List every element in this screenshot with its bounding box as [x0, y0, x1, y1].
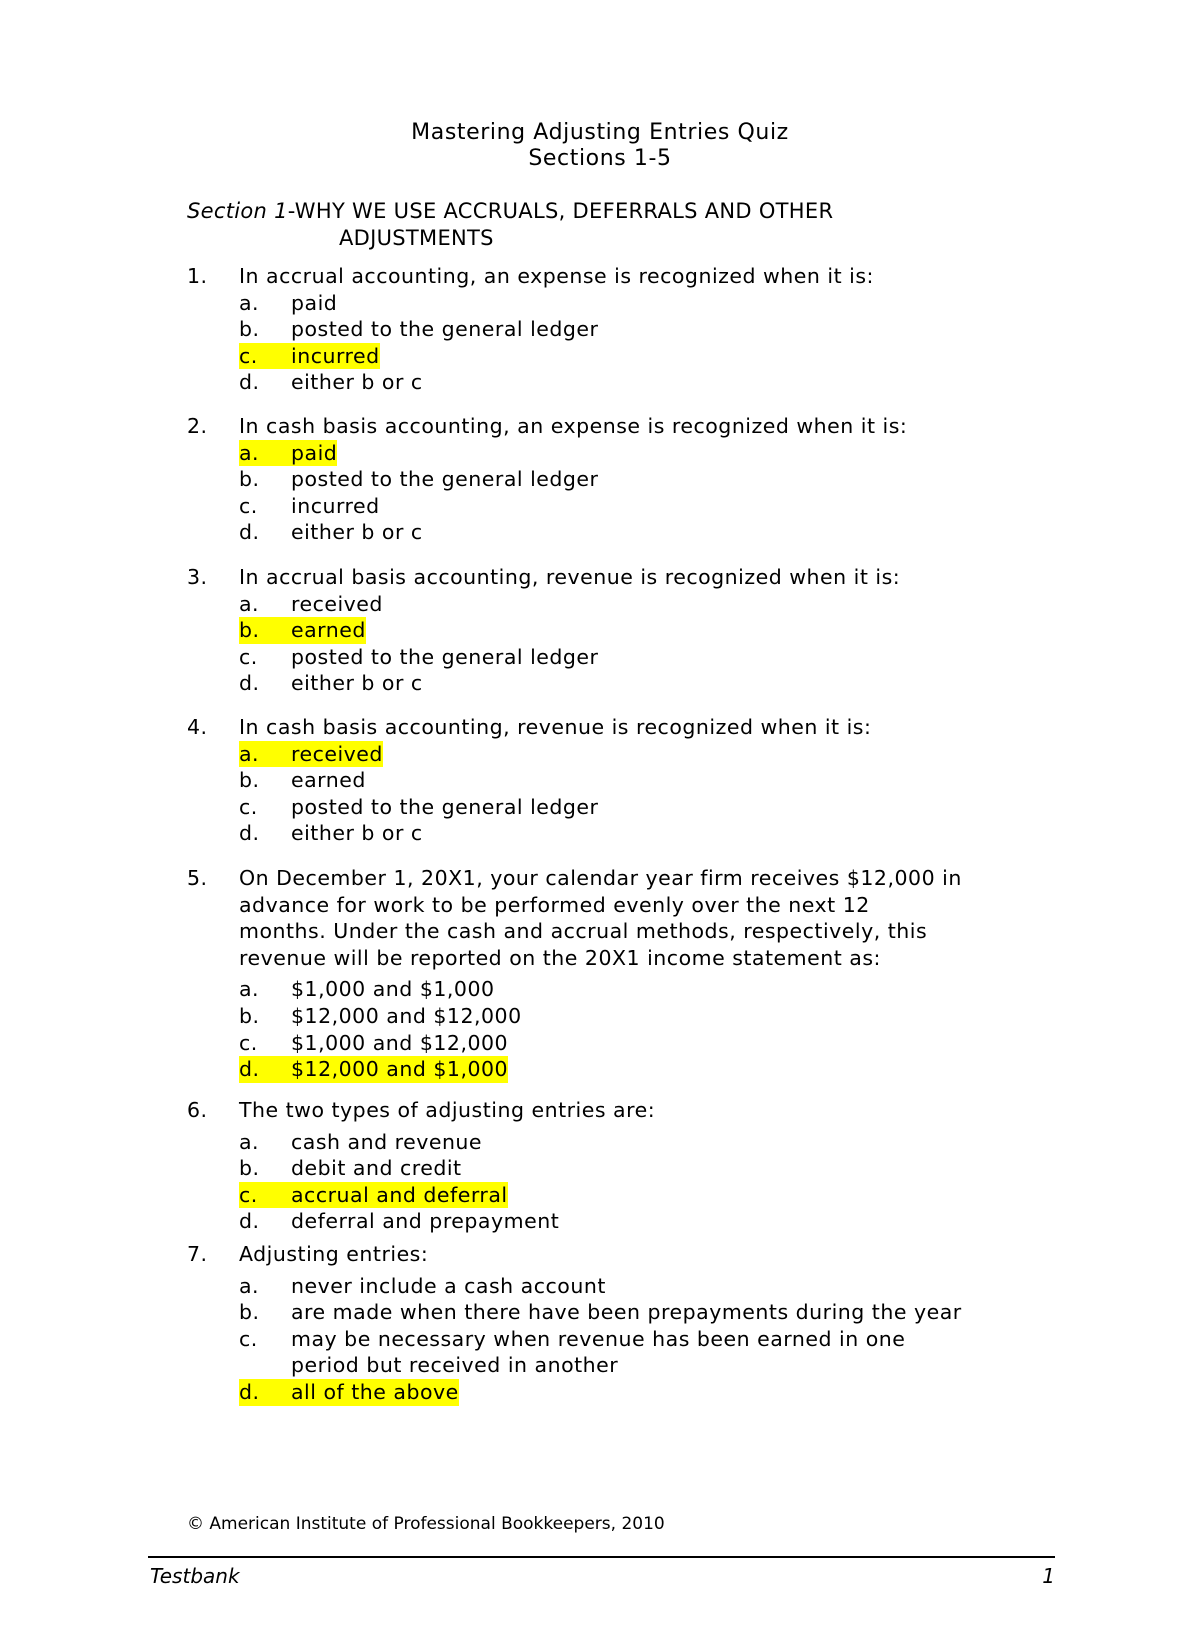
highlighted-answer: [239, 617, 366, 644]
answer-option: [187, 591, 1027, 618]
answer-option: [187, 1299, 1027, 1326]
section-heading: [187, 198, 1007, 252]
answer-option: [187, 1155, 1027, 1182]
answer-option: [187, 519, 1027, 546]
option-text: earned: [291, 768, 366, 793]
option-letter: c.: [239, 493, 258, 518]
question-number: 3.: [187, 565, 208, 589]
option-text: debit and credit: [291, 1156, 462, 1181]
question-5: [187, 865, 1027, 1083]
answer-option: [187, 1326, 1027, 1379]
answer-option-highlighted: [187, 741, 1027, 768]
option-text: deferral and prepayment: [291, 1209, 560, 1234]
answer-option-highlighted: [187, 440, 1027, 467]
question-text: In cash basis accounting, an expense is recognized when it is:: [239, 414, 908, 438]
option-text: paid: [291, 440, 338, 465]
option-letter: d.: [239, 1379, 260, 1404]
question-number: 4.: [187, 715, 208, 739]
question-text: In cash basis accounting, revenue is recognized when it is:: [239, 715, 872, 739]
answer-option: [187, 670, 1027, 697]
question-6: [187, 1097, 1027, 1235]
option-letter: b.: [239, 467, 260, 492]
option-text: either b or c: [291, 821, 423, 846]
answer-option-highlighted: [187, 1056, 1027, 1083]
option-text: cash and revenue: [291, 1129, 483, 1154]
highlighted-answer: [239, 1056, 508, 1083]
option-letter: a.: [239, 977, 260, 1002]
option-text: received: [291, 591, 383, 616]
question-7: [187, 1241, 1027, 1406]
answer-option: [187, 644, 1027, 671]
option-text: incurred: [291, 493, 380, 518]
question-text: In accrual accounting, an expense is recognized when it is:: [239, 264, 874, 288]
option-letter: b.: [239, 317, 260, 342]
answer-option: [187, 820, 1027, 847]
option-text: all of the above: [291, 1379, 459, 1404]
answer-option: [187, 1273, 1027, 1300]
option-text: incurred: [291, 343, 380, 368]
option-letter: d.: [239, 1057, 260, 1082]
option-letter: c.: [239, 644, 258, 669]
question-text: Adjusting entries:: [239, 1242, 429, 1266]
document-title: Mastering Adjusting Entries Quiz: [411, 120, 789, 145]
section-label: Section 1: [187, 199, 288, 223]
option-letter: d.: [239, 520, 260, 545]
question-text: In accrual basis accounting, revenue is recognized when it is:: [239, 565, 901, 589]
highlighted-answer: [239, 343, 380, 370]
option-text: may be necessary when revenue has been earned in one period but received in another: [291, 1326, 906, 1378]
option-letter: c.: [239, 1030, 258, 1055]
question-number: 5.: [187, 866, 208, 890]
option-letter: b.: [239, 1003, 260, 1028]
answer-option: [187, 1003, 1027, 1030]
option-text: earned: [291, 618, 366, 643]
option-text: posted to the general ledger: [291, 467, 599, 492]
copyright-notice: © American Institute of Professional Bookkeepers, 2010: [187, 1514, 665, 1534]
answer-option: [187, 794, 1027, 821]
option-text: never include a cash account: [291, 1273, 606, 1298]
document-subtitle: Sections 1-5: [528, 146, 672, 171]
question-text: revenue will be reported on the 20X1 income statement as:: [239, 945, 881, 970]
option-text: either b or c: [291, 370, 423, 395]
option-text: $12,000 and $1,000: [291, 1057, 509, 1082]
answer-option: [187, 1030, 1027, 1057]
option-text: paid: [291, 290, 338, 315]
option-letter: d.: [239, 370, 260, 395]
footer-label: Testbank: [150, 1564, 240, 1588]
option-text: $1,000 and $1,000: [291, 977, 495, 1002]
answer-option: [187, 1129, 1027, 1156]
option-text: posted to the general ledger: [291, 644, 599, 669]
answer-option-highlighted: [187, 343, 1027, 370]
option-letter: d.: [239, 821, 260, 846]
option-letter: a.: [239, 440, 260, 465]
question-number: 1.: [187, 264, 208, 288]
option-text: posted to the general ledger: [291, 317, 599, 342]
answer-option-highlighted: [187, 617, 1027, 644]
answer-option: [187, 316, 1027, 343]
option-text: $12,000 and $12,000: [291, 1003, 522, 1028]
option-letter: a.: [239, 1129, 260, 1154]
option-letter: d.: [239, 1209, 260, 1234]
answer-option: [187, 466, 1027, 493]
answer-option: [187, 369, 1027, 396]
option-text: are made when there have been prepayments during the year: [291, 1300, 962, 1325]
option-text: posted to the general ledger: [291, 794, 599, 819]
highlighted-answer: [239, 741, 383, 768]
option-letter: c.: [239, 1326, 258, 1351]
answer-option-highlighted: [187, 1182, 1027, 1209]
option-letter: a.: [239, 591, 260, 616]
question-text: On December 1, 20X1, your calendar year firm receives $12,000 in: [239, 866, 962, 890]
option-text: received: [291, 741, 383, 766]
page-number: 1: [1042, 1564, 1055, 1588]
option-letter: c.: [239, 794, 258, 819]
question-3: [187, 564, 1027, 697]
option-letter: a.: [239, 741, 260, 766]
question-2: [187, 413, 1027, 546]
question-4: [187, 714, 1027, 847]
highlighted-answer: [239, 440, 337, 467]
option-letter: c.: [239, 1182, 258, 1207]
option-letter: b.: [239, 1156, 260, 1181]
answer-option: [187, 493, 1027, 520]
answer-option: [187, 976, 1027, 1003]
option-letter: b.: [239, 618, 260, 643]
answer-option: [187, 290, 1027, 317]
question-text: months. Under the cash and accrual methods, respectively, this: [239, 919, 928, 944]
question-number: 2.: [187, 414, 208, 438]
question-text: The two types of adjusting entries are:: [239, 1098, 656, 1122]
option-letter: a.: [239, 1273, 260, 1298]
section-heading-line1: -WHY WE USE ACCRUALS, DEFERRALS AND OTHER: [287, 199, 834, 223]
option-letter: b.: [239, 768, 260, 793]
answer-option: [187, 1208, 1027, 1235]
question-1: [187, 263, 1027, 396]
option-text: accrual and deferral: [291, 1182, 508, 1207]
option-text: either b or c: [291, 520, 423, 545]
answer-option-highlighted: [187, 1379, 1027, 1406]
option-text: either b or c: [291, 671, 423, 696]
answer-option: [187, 767, 1027, 794]
option-letter: a.: [239, 290, 260, 315]
question-text: advance for work to be performed evenly over the next 12: [239, 892, 870, 917]
highlighted-answer: [239, 1379, 459, 1406]
option-letter: b.: [239, 1300, 260, 1325]
section-heading-line2: ADJUSTMENTS: [339, 226, 494, 250]
option-letter: d.: [239, 671, 260, 696]
question-number: 6.: [187, 1098, 208, 1122]
option-text: $1,000 and $12,000: [291, 1030, 509, 1055]
question-number: 7.: [187, 1242, 208, 1266]
highlighted-answer: [239, 1182, 508, 1209]
option-letter: c.: [239, 343, 258, 368]
footer-divider: [148, 1556, 1055, 1558]
